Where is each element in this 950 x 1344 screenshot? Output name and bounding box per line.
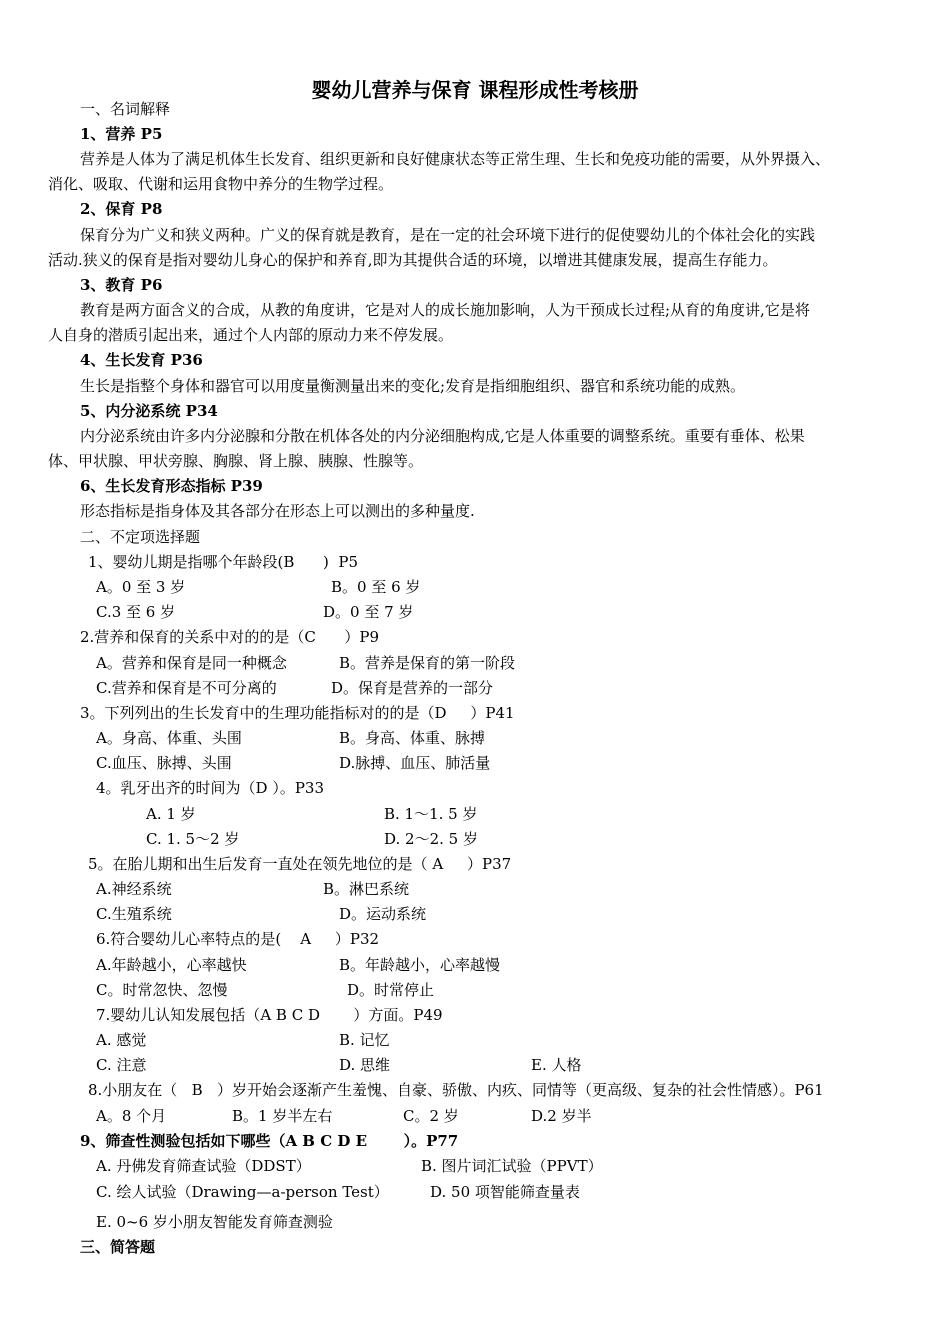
- option-d: D.2 岁半: [531, 1107, 592, 1125]
- question-text: 4。乳牙出齐的时间为（D ）。P33: [96, 779, 325, 797]
- term-text: 教育是两方面含义的合成，从教的角度讲，它是对人的成长施加影响，人为干预成长过程;从育的角度讲,它是将: [80, 301, 810, 319]
- option-b: B。身高、体重、脉搏: [339, 729, 486, 747]
- option-c: C.3 至 6 岁: [96, 603, 176, 621]
- term-heading: 2、保育 P8: [80, 200, 163, 218]
- term-heading: 1、营养 P5: [80, 125, 163, 143]
- option-b: B。淋巴系统: [323, 880, 410, 898]
- term-text: 营养是人体为了满足机体生长发育、组织更新和良好健康状态等正常生理、生长和免疫功能的需要，从外界摄入、: [80, 150, 831, 168]
- term-text: 生长是指整个身体和器官可以用度量衡测量出来的变化;发育是指细胞组织、器官和系统功能的成熟。: [80, 377, 746, 395]
- document-title: 婴幼儿营养与保育 课程形成性考核册: [311, 78, 639, 102]
- option-c: C.生殖系统: [96, 905, 172, 923]
- option-a: A.神经系统: [96, 880, 172, 898]
- option-a: A。营养和保育是同一种概念: [96, 654, 287, 672]
- option-b: B。0 至 6 岁: [331, 578, 421, 596]
- term-text: 体、甲状腺、甲状旁腺、胸腺、肾上腺、胰腺、性腺等。: [48, 452, 424, 470]
- term-text: 活动.狭义的保育是指对婴幼儿身心的保护和养育,即为其提供合适的环境，以增进其健康发展，提高生存能力。: [48, 251, 778, 269]
- option-a: A。身高、体重、头围: [96, 729, 242, 747]
- section-heading-short-answer: 三、简答题: [80, 1238, 156, 1256]
- option-a: A。8 个月: [96, 1107, 167, 1125]
- term-heading: 6、生长发育形态指标 P39: [80, 477, 263, 495]
- option-e: E. 人格: [531, 1056, 582, 1074]
- option-c: C. 1. 5～2 岁: [146, 830, 240, 848]
- term-text: 保育分为广义和狭义两种。广义的保育就是教育，是在一定的社会环境下进行的促使婴幼儿的个体社会化的实践: [80, 226, 816, 244]
- option-d: D. 50 项智能筛查量表: [430, 1183, 580, 1201]
- option-e: E. 0~6 岁小朋友智能发育筛查测验: [96, 1213, 333, 1231]
- question-text: 5。在胎儿期和出生后发育一直处在领先地位的是（ A ）P37: [88, 855, 512, 873]
- question-text: 7.婴幼儿认知发展包括（A B C D ）方面。P49: [96, 1006, 443, 1024]
- option-c: C。时常忽快、忽慢: [96, 981, 228, 999]
- option-c: C. 注意: [96, 1056, 147, 1074]
- option-b: B. 图片词汇试验（PPVT）: [421, 1157, 603, 1175]
- term-text: 内分泌系统由许多内分泌腺和分散在机体各处的内分泌细胞构成,它是人体重要的调整系统。重要有垂体、松果: [80, 427, 805, 445]
- term-heading: 4、生长发育 P36: [80, 351, 203, 369]
- option-a: A. 1 岁: [146, 805, 196, 823]
- option-a: A.年龄越小，心率越快: [96, 956, 247, 974]
- option-d: D。运动系统: [339, 905, 427, 923]
- question-text: 2.营养和保育的关系中对的的是（C ）P9: [80, 628, 380, 646]
- option-b: B。1 岁半左右: [232, 1107, 333, 1125]
- option-d: D。时常停止: [347, 981, 435, 999]
- question-text: 6.符合婴幼儿心率特点的是( A ）P32: [96, 930, 380, 948]
- option-c: C.血压、脉搏、头围: [96, 754, 232, 772]
- option-b: B. 记忆: [339, 1031, 390, 1049]
- term-text: 消化、吸取、代谢和运用食物中养分的生物学过程。: [48, 175, 394, 193]
- option-d: D。保育是营养的一部分: [331, 679, 494, 697]
- option-d: D.脉搏、血压、肺活量: [339, 754, 491, 772]
- option-c: C. 绘人试验（Drawing—a-person Test）: [96, 1183, 389, 1201]
- option-a: A。0 至 3 岁: [96, 578, 186, 596]
- option-b: B. 1～1. 5 岁: [384, 805, 478, 823]
- option-d: D. 2～2. 5 岁: [384, 830, 478, 848]
- option-a: A. 感觉: [96, 1031, 147, 1049]
- option-a: A. 丹佛发育筛查试验（DDST）: [96, 1157, 311, 1175]
- option-c: C。2 岁: [403, 1107, 459, 1125]
- question-text: 3。下列列出的生长发育中的生理功能指标对的的是（D ）P41: [80, 704, 515, 722]
- term-heading: 5、内分泌系统 P34: [80, 402, 218, 420]
- term-text: 形态指标是指身体及其各部分在形态上可以测出的多种量度.: [80, 502, 475, 520]
- option-d: D. 思维: [339, 1056, 391, 1074]
- option-d: D。0 至 7 岁: [323, 603, 414, 621]
- question-text: 9、筛查性测验包括如下哪些（A B C D E ）。P77: [80, 1132, 459, 1150]
- option-b: B。年龄越小，心率越慢: [339, 956, 501, 974]
- question-text: 8.小朋友在（ B ）岁开始会逐渐产生羞愧、自豪、骄傲、内疚、同情等（更高级、复杂的社会性情感）。P61: [88, 1081, 824, 1099]
- option-b: B。营养是保育的第一阶段: [339, 654, 516, 672]
- term-heading: 3、教育 P6: [80, 276, 163, 294]
- term-text: 人自身的潜质引起出来，通过个人内部的原动力来不停发展。: [48, 326, 454, 344]
- section-heading-definitions: 一、名词解释: [80, 100, 171, 118]
- option-c: C.营养和保育是不可分离的: [96, 679, 277, 697]
- section-heading-choice: 二、不定项选择题: [80, 528, 201, 546]
- question-text: 1、婴幼儿期是指哪个年龄段(B ) P5: [88, 553, 359, 571]
